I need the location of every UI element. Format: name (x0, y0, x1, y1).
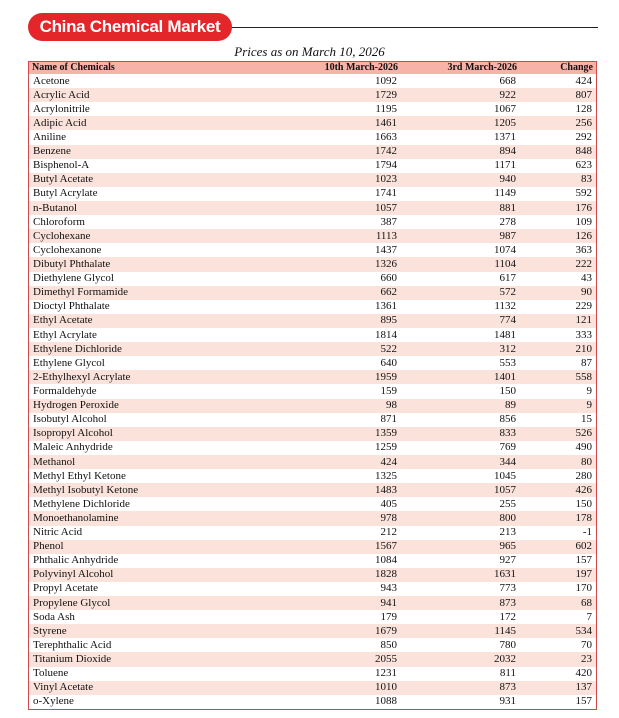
cell-price-previous: 769 (401, 441, 520, 455)
cell-chemical-name: Chloroform (29, 215, 290, 229)
table-row (29, 243, 596, 257)
cell-price-previous: 668 (401, 74, 520, 88)
table-row (29, 159, 596, 173)
table-row (29, 667, 596, 681)
market-title-badge: China Chemical Market (28, 13, 232, 41)
cell-chemical-name: Cyclohexanone (29, 243, 290, 257)
cell-price-previous: 940 (401, 173, 520, 187)
table-row (29, 272, 596, 286)
cell-price-previous: 553 (401, 356, 520, 370)
cell-price-change: 426 (520, 483, 596, 497)
cell-price-change: 176 (520, 201, 596, 215)
cell-price-current: 871 (290, 413, 401, 427)
cell-chemical-name: Titanium Dioxide (29, 652, 290, 666)
table-row (29, 427, 596, 441)
cell-price-previous: 1371 (401, 130, 520, 144)
table-row (29, 540, 596, 554)
table-row (29, 455, 596, 469)
cell-price-change: 157 (520, 695, 596, 709)
cell-price-current: 1828 (290, 568, 401, 582)
cell-chemical-name: Styrene (29, 624, 290, 638)
cell-price-previous: 89 (401, 399, 520, 413)
cell-chemical-name: Toluene (29, 667, 290, 681)
cell-price-change: 558 (520, 370, 596, 384)
header-divider (232, 27, 598, 28)
cell-chemical-name: Acrylonitrile (29, 102, 290, 116)
cell-price-change: 363 (520, 243, 596, 257)
cell-price-previous: 617 (401, 272, 520, 286)
cell-price-change: 623 (520, 159, 596, 173)
table-row (29, 384, 596, 398)
cell-price-change: 126 (520, 229, 596, 243)
table-row (29, 356, 596, 370)
cell-chemical-name: o-Xylene (29, 695, 290, 709)
cell-chemical-name: Dioctyl Phthalate (29, 300, 290, 314)
cell-price-current: 662 (290, 286, 401, 300)
column-header-change: Change (520, 62, 596, 74)
table-row (29, 102, 596, 116)
cell-price-current: 1663 (290, 130, 401, 144)
table-row (29, 229, 596, 243)
cell-price-current: 1437 (290, 243, 401, 257)
cell-price-previous: 1149 (401, 187, 520, 201)
cell-chemical-name: Methanol (29, 455, 290, 469)
table-row (29, 399, 596, 413)
cell-price-change: 602 (520, 540, 596, 554)
table-row (29, 286, 596, 300)
cell-price-current: 1742 (290, 145, 401, 159)
cell-price-previous: 931 (401, 695, 520, 709)
table-row (29, 300, 596, 314)
cell-price-previous: 833 (401, 427, 520, 441)
cell-chemical-name: Methyl Isobutyl Ketone (29, 483, 290, 497)
cell-price-current: 1057 (290, 201, 401, 215)
cell-price-change: 807 (520, 88, 596, 102)
cell-chemical-name: 2-Ethylhexyl Acrylate (29, 370, 290, 384)
cell-price-current: 212 (290, 526, 401, 540)
cell-price-previous: 987 (401, 229, 520, 243)
cell-price-current: 1567 (290, 540, 401, 554)
cell-price-change: 333 (520, 328, 596, 342)
cell-price-change: 70 (520, 638, 596, 652)
cell-price-previous: 312 (401, 342, 520, 356)
cell-price-current: 660 (290, 272, 401, 286)
table-row (29, 652, 596, 666)
cell-price-current: 941 (290, 596, 401, 610)
table-row (29, 116, 596, 130)
table-row (29, 610, 596, 624)
cell-price-previous: 1171 (401, 159, 520, 173)
cell-price-change: -1 (520, 526, 596, 540)
cell-price-change: 90 (520, 286, 596, 300)
cell-price-change: 9 (520, 384, 596, 398)
cell-price-previous: 856 (401, 413, 520, 427)
table-row (29, 526, 596, 540)
table-row (29, 145, 596, 159)
column-header-chemical: Name of Chemicals (29, 62, 290, 74)
table-row (29, 511, 596, 525)
cell-price-change: 137 (520, 681, 596, 695)
cell-price-current: 895 (290, 314, 401, 328)
cell-price-change: 210 (520, 342, 596, 356)
table-row (29, 483, 596, 497)
cell-price-current: 1483 (290, 483, 401, 497)
cell-price-current: 405 (290, 497, 401, 511)
cell-price-change: 420 (520, 667, 596, 681)
table-row (29, 74, 596, 88)
cell-chemical-name: Propylene Glycol (29, 596, 290, 610)
cell-price-previous: 780 (401, 638, 520, 652)
cell-price-previous: 881 (401, 201, 520, 215)
cell-chemical-name: Nitric Acid (29, 526, 290, 540)
cell-price-change: 128 (520, 102, 596, 116)
cell-price-previous: 1132 (401, 300, 520, 314)
cell-price-previous: 572 (401, 286, 520, 300)
cell-chemical-name: Formaldehyde (29, 384, 290, 398)
table-row (29, 257, 596, 271)
cell-chemical-name: Ethylene Dichloride (29, 342, 290, 356)
table-row (29, 695, 596, 709)
cell-chemical-name: Cyclohexane (29, 229, 290, 243)
table-row (29, 173, 596, 187)
cell-chemical-name: Methyl Ethyl Ketone (29, 469, 290, 483)
cell-price-previous: 172 (401, 610, 520, 624)
cell-price-previous: 1481 (401, 328, 520, 342)
table-header-row (29, 62, 596, 74)
cell-chemical-name: Isobutyl Alcohol (29, 413, 290, 427)
cell-price-current: 1113 (290, 229, 401, 243)
cell-price-current: 1729 (290, 88, 401, 102)
cell-price-current: 387 (290, 215, 401, 229)
table-row (29, 370, 596, 384)
cell-price-current: 1259 (290, 441, 401, 455)
cell-chemical-name: Dibutyl Phthalate (29, 257, 290, 271)
cell-price-change: 178 (520, 511, 596, 525)
table-row (29, 187, 596, 201)
cell-chemical-name: Adipic Acid (29, 116, 290, 130)
cell-price-previous: 1205 (401, 116, 520, 130)
cell-price-previous: 1067 (401, 102, 520, 116)
cell-chemical-name: Vinyl Acetate (29, 681, 290, 695)
cell-chemical-name: Acetone (29, 74, 290, 88)
table-row (29, 638, 596, 652)
cell-chemical-name: Hydrogen Peroxide (29, 399, 290, 413)
cell-price-change: 292 (520, 130, 596, 144)
cell-price-change: 23 (520, 652, 596, 666)
table-row (29, 596, 596, 610)
cell-chemical-name: Bisphenol-A (29, 159, 290, 173)
cell-chemical-name: Terephthalic Acid (29, 638, 290, 652)
cell-price-current: 1361 (290, 300, 401, 314)
cell-price-change: 526 (520, 427, 596, 441)
table-row (29, 314, 596, 328)
cell-price-current: 1010 (290, 681, 401, 695)
cell-price-current: 1092 (290, 74, 401, 88)
cell-chemical-name: Ethyl Acrylate (29, 328, 290, 342)
column-header-current-week: 10th March-2026 (290, 62, 401, 74)
cell-price-change: 280 (520, 469, 596, 483)
cell-price-current: 1461 (290, 116, 401, 130)
cell-price-current: 1325 (290, 469, 401, 483)
cell-price-change: 121 (520, 314, 596, 328)
cell-price-previous: 922 (401, 88, 520, 102)
cell-chemical-name: Ethylene Glycol (29, 356, 290, 370)
cell-price-current: 424 (290, 455, 401, 469)
cell-price-current: 1023 (290, 173, 401, 187)
cell-price-previous: 255 (401, 497, 520, 511)
cell-chemical-name: Benzene (29, 145, 290, 159)
cell-chemical-name: Diethylene Glycol (29, 272, 290, 286)
cell-price-previous: 1045 (401, 469, 520, 483)
cell-price-current: 1326 (290, 257, 401, 271)
table-row (29, 215, 596, 229)
cell-price-current: 943 (290, 582, 401, 596)
cell-price-current: 1231 (290, 667, 401, 681)
cell-price-change: 424 (520, 74, 596, 88)
cell-price-previous: 927 (401, 554, 520, 568)
table-row (29, 130, 596, 144)
cell-price-change: 848 (520, 145, 596, 159)
cell-chemical-name: Butyl Acrylate (29, 187, 290, 201)
cell-price-change: 592 (520, 187, 596, 201)
cell-chemical-name: Polyvinyl Alcohol (29, 568, 290, 582)
cell-price-current: 1088 (290, 695, 401, 709)
cell-price-current: 159 (290, 384, 401, 398)
cell-price-previous: 1631 (401, 568, 520, 582)
cell-price-change: 197 (520, 568, 596, 582)
cell-price-current: 2055 (290, 652, 401, 666)
cell-price-previous: 278 (401, 215, 520, 229)
cell-price-previous: 800 (401, 511, 520, 525)
cell-price-previous: 873 (401, 681, 520, 695)
table-row (29, 328, 596, 342)
cell-price-change: 229 (520, 300, 596, 314)
prices-table-container (28, 61, 597, 710)
cell-price-change: 80 (520, 455, 596, 469)
table-row (29, 88, 596, 102)
cell-price-current: 522 (290, 342, 401, 356)
cell-chemical-name: Isopropyl Alcohol (29, 427, 290, 441)
cell-price-previous: 894 (401, 145, 520, 159)
table-row (29, 582, 596, 596)
cell-price-previous: 773 (401, 582, 520, 596)
cell-price-current: 850 (290, 638, 401, 652)
cell-price-current: 179 (290, 610, 401, 624)
cell-price-change: 157 (520, 554, 596, 568)
cell-price-current: 1741 (290, 187, 401, 201)
cell-price-change: 109 (520, 215, 596, 229)
cell-price-change: 256 (520, 116, 596, 130)
prices-date-subtitle: Prices as on March 10, 2026 (234, 44, 385, 59)
cell-price-previous: 1057 (401, 483, 520, 497)
cell-price-change: 68 (520, 596, 596, 610)
table-row (29, 342, 596, 356)
cell-price-current: 1084 (290, 554, 401, 568)
cell-price-previous: 213 (401, 526, 520, 540)
cell-price-change: 15 (520, 413, 596, 427)
cell-price-current: 98 (290, 399, 401, 413)
table-body (29, 74, 596, 709)
cell-price-current: 1679 (290, 624, 401, 638)
cell-price-previous: 1104 (401, 257, 520, 271)
table-row (29, 497, 596, 511)
cell-chemical-name: Acrylic Acid (29, 88, 290, 102)
cell-price-current: 1195 (290, 102, 401, 116)
cell-price-previous: 1401 (401, 370, 520, 384)
table-row (29, 568, 596, 582)
cell-chemical-name: Dimethyl Formamide (29, 286, 290, 300)
table-row (29, 201, 596, 215)
cell-chemical-name: Propyl Acetate (29, 582, 290, 596)
cell-price-change: 7 (520, 610, 596, 624)
cell-price-previous: 2032 (401, 652, 520, 666)
cell-chemical-name: Butyl Acetate (29, 173, 290, 187)
cell-price-previous: 811 (401, 667, 520, 681)
cell-price-previous: 1145 (401, 624, 520, 638)
cell-price-previous: 344 (401, 455, 520, 469)
cell-price-change: 490 (520, 441, 596, 455)
table-row (29, 681, 596, 695)
cell-chemical-name: Phthalic Anhydride (29, 554, 290, 568)
cell-price-previous: 774 (401, 314, 520, 328)
cell-chemical-name: Phenol (29, 540, 290, 554)
cell-chemical-name: Soda Ash (29, 610, 290, 624)
cell-price-change: 150 (520, 497, 596, 511)
cell-chemical-name: Aniline (29, 130, 290, 144)
cell-price-current: 640 (290, 356, 401, 370)
column-header-previous-week: 3rd March-2026 (401, 62, 520, 74)
cell-price-current: 1359 (290, 427, 401, 441)
cell-price-previous: 873 (401, 596, 520, 610)
table-row (29, 554, 596, 568)
cell-price-change: 83 (520, 173, 596, 187)
cell-chemical-name: Maleic Anhydride (29, 441, 290, 455)
cell-price-current: 1814 (290, 328, 401, 342)
cell-price-change: 170 (520, 582, 596, 596)
cell-price-change: 9 (520, 399, 596, 413)
cell-price-change: 534 (520, 624, 596, 638)
table-row (29, 624, 596, 638)
cell-price-previous: 965 (401, 540, 520, 554)
cell-price-current: 1959 (290, 370, 401, 384)
cell-price-current: 978 (290, 511, 401, 525)
cell-price-change: 43 (520, 272, 596, 286)
cell-chemical-name: Monoethanolamine (29, 511, 290, 525)
table-row (29, 441, 596, 455)
chemical-prices-table (29, 62, 596, 709)
table-row (29, 413, 596, 427)
cell-chemical-name: Methylene Dichloride (29, 497, 290, 511)
cell-chemical-name: n-Butanol (29, 201, 290, 215)
table-row (29, 469, 596, 483)
cell-chemical-name: Ethyl Acetate (29, 314, 290, 328)
cell-price-previous: 1074 (401, 243, 520, 257)
cell-price-change: 222 (520, 257, 596, 271)
cell-price-previous: 150 (401, 384, 520, 398)
cell-price-change: 87 (520, 356, 596, 370)
cell-price-current: 1794 (290, 159, 401, 173)
